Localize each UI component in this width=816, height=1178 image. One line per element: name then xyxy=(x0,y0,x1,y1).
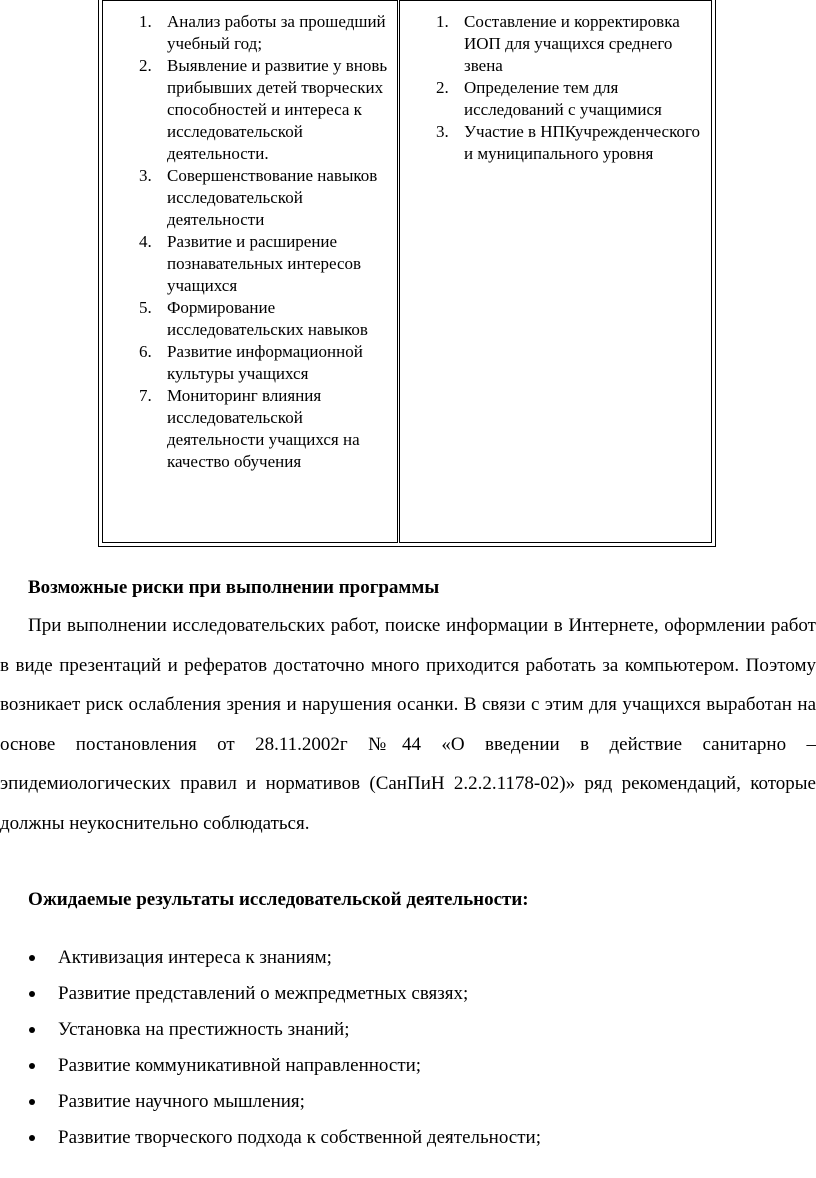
list-item: 4. Развитие и расширение познавательных интересов учащихся xyxy=(139,232,362,295)
results-bullet-list xyxy=(0,940,541,1156)
list-item: 3. Участие в НПКучрежденческого и муниципального уровня xyxy=(436,122,701,163)
list-item: 1. Составление и корректировка ИОП для учащихся среднего звена xyxy=(436,12,680,75)
results-heading: Ожидаемые результаты исследовательской деятельности: xyxy=(28,889,529,910)
list-item: 5. Формирование исследовательских навыков xyxy=(139,298,368,339)
bullet-icon xyxy=(29,991,35,997)
list-item: Установка на престижность знаний; xyxy=(0,1012,541,1048)
list-item: 7. Мониторинг влияния исследовательской деятельности учащихся на качество обучения xyxy=(139,386,360,471)
list-item: Развитие представлений о межпредметных связях; xyxy=(0,976,541,1012)
bullet-icon xyxy=(29,1027,35,1033)
list-item: 3. Совершенствование навыков исследовательской деятельности xyxy=(139,166,378,229)
left-numbered-list xyxy=(103,1,397,473)
risks-paragraph: При выполнении исследовательских работ, поиске информации в Интернете, оформлении работ в виде презентаций и рефератов достаточно много приходится работать за компьютером. Поэтому возникает риск ослабления зрения и нарушения осанки. В связи с этим для учащихся выработан на основе постановления от 28.11.2002г №44 «О введении в действие санитарно – эпидемиологических правил и нормативов (СанПиН 2.2.2.1178-02)» ряд рекомендаций, которые должны неукоснительно соблюдаться. xyxy=(0,615,816,834)
table-cell-left xyxy=(102,0,398,543)
right-numbered-list xyxy=(400,1,711,165)
plan-table xyxy=(98,0,716,547)
risks-heading: Возможные риски при выполнении программы xyxy=(28,577,440,598)
bullet-icon xyxy=(29,955,35,961)
bullet-icon xyxy=(29,1135,35,1141)
bullet-icon xyxy=(29,1099,35,1105)
list-item: 2. Определение тем для исследований с учащимися xyxy=(436,78,662,119)
list-item: 6. Развитие информационной культуры учащихся xyxy=(139,342,363,383)
bullet-icon xyxy=(29,1063,35,1069)
list-item: 1. Анализ работы за прошедший учебный год; xyxy=(139,12,386,53)
list-item: Развитие коммуникативной направленности; xyxy=(0,1048,541,1084)
list-item: Развитие научного мышления; xyxy=(0,1084,541,1120)
table-cell-right xyxy=(399,0,712,543)
list-item: Активизация интереса к знаниям; xyxy=(0,940,541,976)
list-item: Развитие творческого подхода к собственной деятельности; xyxy=(0,1120,541,1156)
list-item: 2. Выявление и развитие у вновь прибывших детей творческих способностей и интереса к исследовательской деятельности. xyxy=(139,56,388,163)
